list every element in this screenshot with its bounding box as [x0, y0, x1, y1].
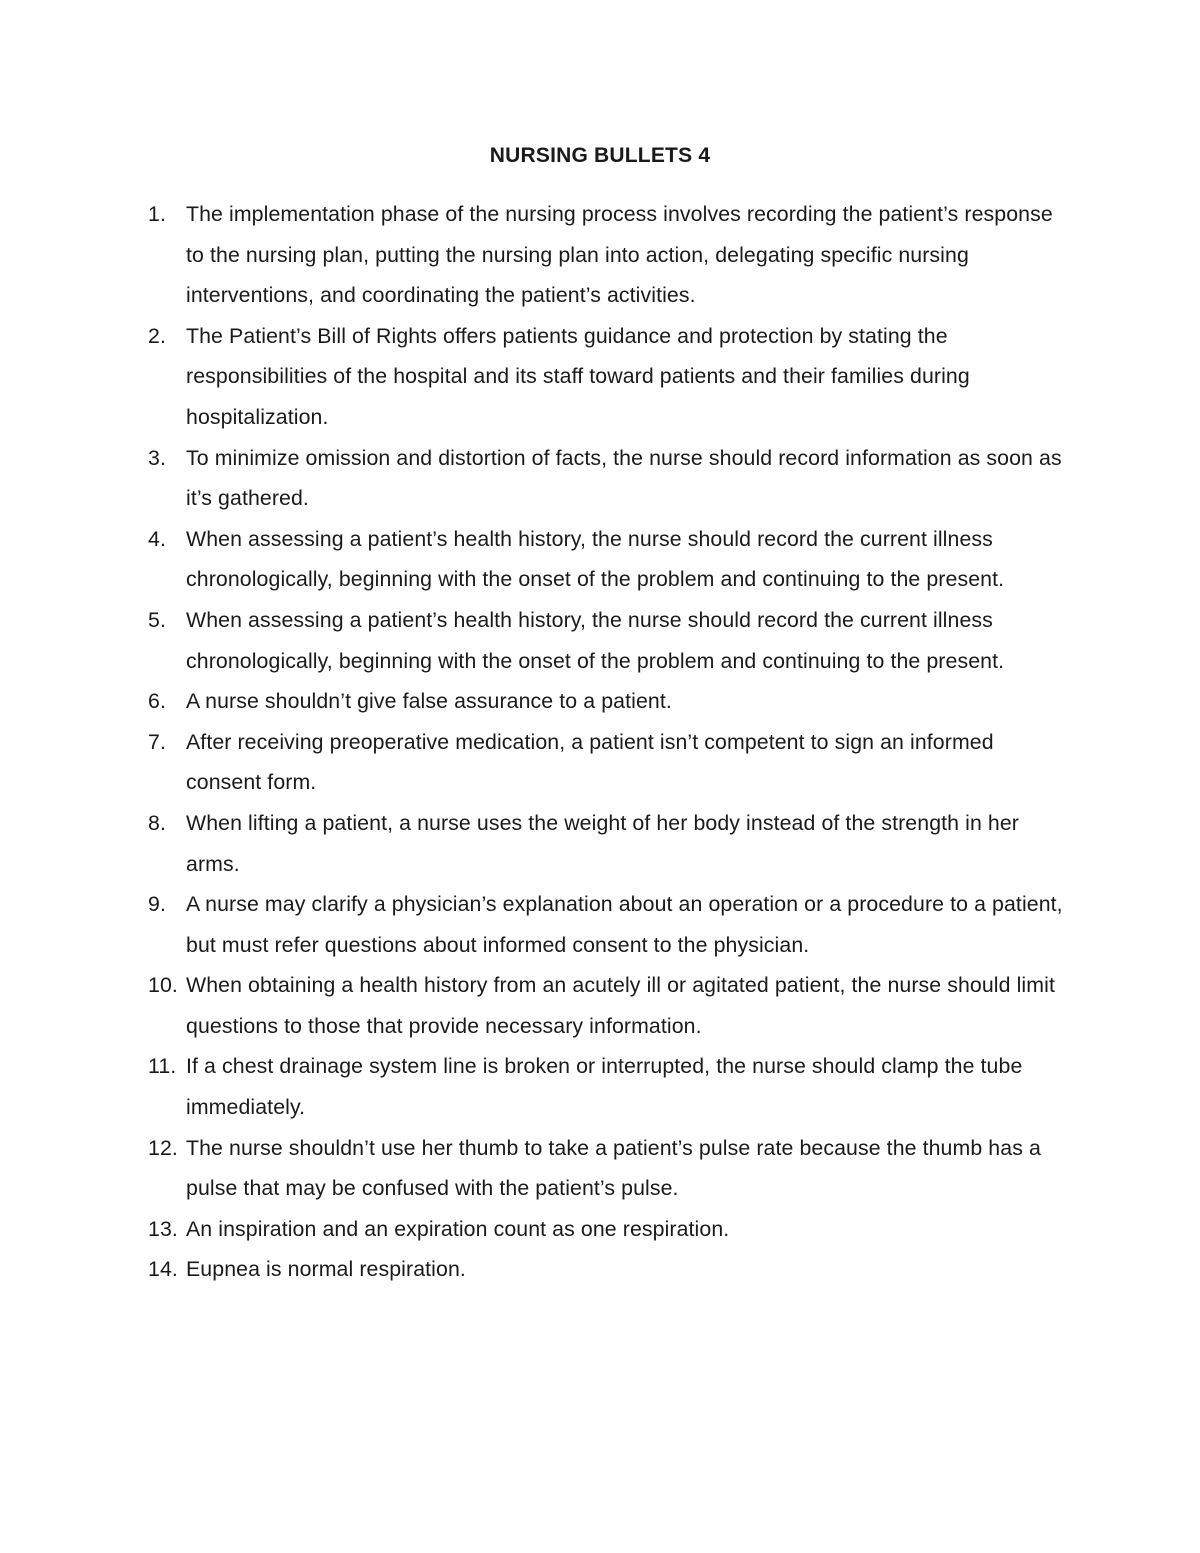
list-item: [148, 681, 1068, 722]
list-item: [148, 1046, 1068, 1127]
list-item: [148, 600, 1068, 681]
list-item-text: The Patient’s Bill of Rights offers patients guidance and protection by stating the responsibilities of the hospital and its staff toward patients and their families during hospitalization.: [186, 323, 970, 429]
document-title: NURSING BULLETS 4: [489, 144, 711, 167]
list-item-number: 5.: [148, 607, 166, 632]
list-item: [148, 1128, 1068, 1209]
list-item: [148, 722, 1068, 803]
list-item: [148, 194, 1068, 316]
list-item-text: If a chest drainage system line is broken or interrupted, the nurse should clamp the tube immediately.: [186, 1054, 1023, 1120]
list-item-number: 7.: [148, 729, 166, 754]
list-item: [148, 965, 1068, 1046]
list-item-text: When lifting a patient, a nurse uses the weight of her body instead of the strength in her arms.: [186, 810, 1019, 876]
list-item-number: 6.: [148, 689, 166, 714]
list-item-text: Eupnea is normal respiration.: [186, 1257, 466, 1282]
list-item-number: 8.: [148, 810, 166, 835]
list-item-text: When assessing a patient’s health history, the nurse should record the current illness chronologically, beginning with the onset of the problem and continuing to the present.: [186, 607, 1005, 673]
list-item: [148, 803, 1068, 884]
list-item-number: 13.: [148, 1216, 178, 1241]
list-item-text: When assessing a patient’s health history, the nurse should record the current illness chronologically, beginning with the onset of the problem and continuing to the present.: [186, 526, 1005, 592]
list-item-text: A nurse may clarify a physician’s explanation about an operation or a procedure to a patient, but must refer questions about informed consent to the physician.: [186, 892, 1063, 957]
list-item-number: 4.: [148, 526, 166, 551]
list-item: [148, 884, 1068, 965]
list-item: [148, 1209, 1068, 1250]
list-item-number: 3.: [148, 445, 166, 470]
list-item-number: 9.: [148, 892, 166, 917]
list-item: [148, 519, 1068, 600]
list-item-text: The nurse shouldn’t use her thumb to take a patient’s pulse rate because the thumb has a pulse that may be confused with the patient’s pulse.: [186, 1135, 1041, 1201]
bullet-list: [148, 194, 1068, 1290]
list-item-text: When obtaining a health history from an acutely ill or agitated patient, the nurse should limit questions to those that provide necessary information.: [186, 973, 1055, 1038]
list-item-number: 12.: [148, 1135, 178, 1160]
list-item: [148, 1249, 1068, 1290]
list-item-text: A nurse shouldn’t give false assurance to a patient.: [186, 689, 672, 714]
list-item-text: To minimize omission and distortion of facts, the nurse should record information as soon as it’s gathered.: [186, 445, 1062, 511]
list-item-text: An inspiration and an expiration count as one respiration.: [186, 1216, 730, 1241]
list-item-number: 14.: [148, 1257, 178, 1282]
list-item-number: 11.: [148, 1054, 177, 1079]
list-item-number: 10.: [148, 973, 178, 998]
list-item-number: 1.: [148, 202, 166, 226]
list-item-text: After receiving preoperative medication, a patient isn’t competent to sign an informed consent form.: [186, 729, 994, 795]
list-item-number: 2.: [148, 323, 166, 348]
list-item-text: The implementation phase of the nursing process involves recording the patient’s response to the nursing plan, putting the nursing plan into action, delegating specific nursing interventions, and coordinating the patient’s activities.: [186, 202, 1053, 308]
list-item: [148, 316, 1068, 438]
list-item: [148, 438, 1068, 519]
